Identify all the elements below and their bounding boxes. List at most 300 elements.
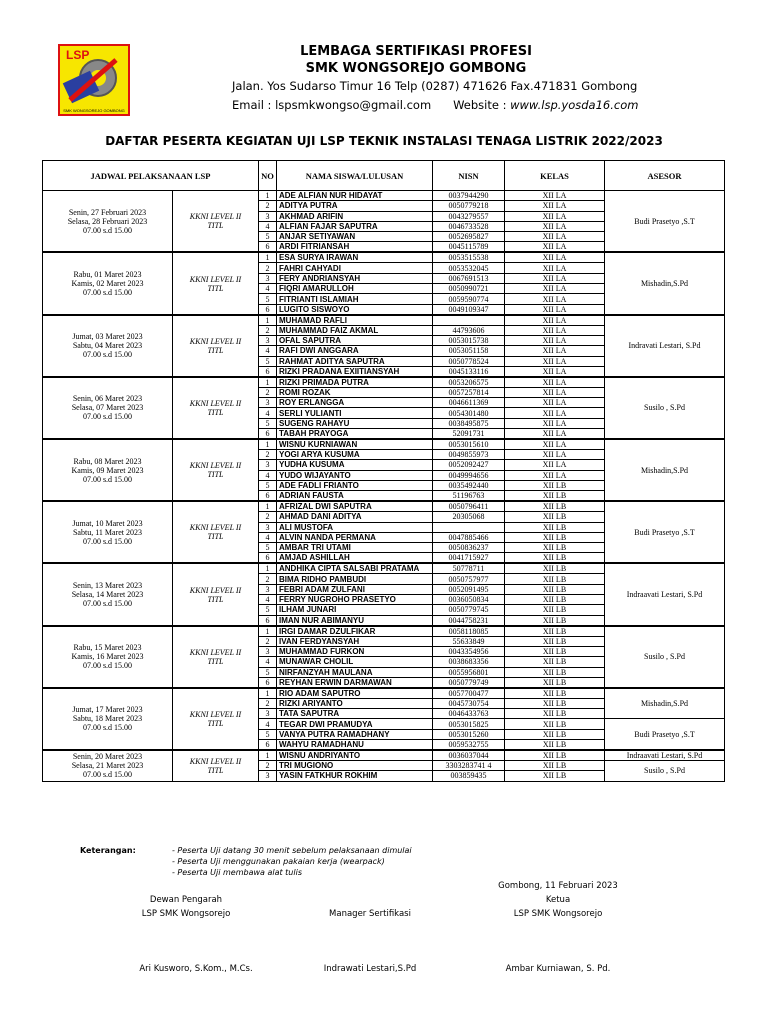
nisn-cell [433, 522, 505, 532]
asesor-cell: Indraavati Lestari, S.Pd [605, 750, 725, 761]
schedule-date-cell: Jumat, 17 Maret 2023 Sabtu, 18 Maret 2023 07.00 s.d 15.00 [43, 688, 173, 750]
level-cell: KKNI LEVEL II TITL [173, 563, 259, 625]
kelas-cell: XII LB [505, 636, 605, 646]
student-name-cell: AMJAD ASHILLAH [277, 553, 433, 564]
kelas-cell: XII LB [505, 729, 605, 739]
nisn-cell: 0067691513 [433, 273, 505, 283]
note-item: - Peserta Uji datang 30 menit sebelum pelaksanaan dimulai [172, 846, 412, 855]
signature-right-name: Ambar Kurniawan, S. Pd. [505, 964, 611, 974]
no-cell: 1 [259, 439, 277, 450]
nisn-cell: 0038495875 [433, 418, 505, 428]
no-cell: 2 [259, 636, 277, 646]
schedule-date-cell: Rabu, 08 Maret 2023 Kamis, 09 Maret 2023 07.00 s.d 15.00 [43, 439, 173, 501]
kelas-cell: XII LB [505, 563, 605, 574]
level-cell: KKNI LEVEL II TITL [173, 750, 259, 781]
student-name-cell: ADITYA PUTRA [277, 201, 433, 211]
student-name-cell: WISNU KURNIAWAN [277, 439, 433, 450]
kelas-cell: XII LB [505, 543, 605, 553]
schedule-date-cell: Senin, 13 Maret 2023 Selasa, 14 Maret 2023 07.00 s.d 15.00 [43, 563, 173, 625]
table-row [43, 252, 725, 263]
no-cell: 6 [259, 615, 277, 626]
kelas-cell: XII LA [505, 201, 605, 211]
no-cell: 6 [259, 553, 277, 564]
logo-caption: SMK WONGSOREJO GOMBONG [63, 108, 125, 113]
nisn-cell: 0036050834 [433, 595, 505, 605]
kelas-cell: XII LB [505, 615, 605, 626]
table-row [43, 626, 725, 637]
student-name-cell: RAHMAT ADITYA SAPUTRA [277, 356, 433, 366]
no-cell: 2 [259, 450, 277, 460]
student-name-cell: RIO ADAM SAPUTRO [277, 688, 433, 699]
participant-schedule-table [42, 160, 725, 782]
no-cell: 4 [259, 346, 277, 356]
nisn-cell: 0053515538 [433, 252, 505, 263]
nisn-cell: 0045115789 [433, 242, 505, 253]
signature-middle-name: Indrawati Lestari,S.Pd [323, 964, 417, 974]
student-name-cell: OFAL SAPUTRA [277, 335, 433, 345]
kelas-cell: XII LB [505, 709, 605, 719]
kelas-cell: XII LB [505, 532, 605, 542]
kelas-cell: XII LA [505, 304, 605, 315]
nisn-cell: 0035492440 [433, 480, 505, 490]
student-name-cell: RIZKI PRIMADA PUTRA [277, 377, 433, 388]
no-cell: 3 [259, 398, 277, 408]
student-name-cell: AHMAD DANI ADITYA [277, 512, 433, 522]
kelas-cell: XII LB [505, 688, 605, 699]
notes-label: Keterangan: [80, 846, 136, 855]
kelas-cell: XII LA [505, 252, 605, 263]
student-name-cell: YUDO WIJAYANTO [277, 470, 433, 480]
kelas-cell: XII LA [505, 263, 605, 273]
kelas-cell: XII LB [505, 574, 605, 584]
student-name-cell: IVAN FERDYANSYAH [277, 636, 433, 646]
no-cell: 2 [259, 698, 277, 708]
student-name-cell: WAHYU RAMADHANU [277, 739, 433, 750]
kelas-cell: XII LB [505, 480, 605, 490]
no-cell: 3 [259, 335, 277, 345]
kelas-cell: XII LB [505, 553, 605, 564]
student-name-cell: ILHAM JUNARI [277, 605, 433, 615]
student-name-cell: MUHAMAD RAFLI [277, 315, 433, 326]
col-header-nisn: NISN [433, 161, 505, 191]
no-cell: 3 [259, 709, 277, 719]
kelas-cell: XII LA [505, 398, 605, 408]
level-cell: KKNI LEVEL II TITL [173, 688, 259, 750]
kelas-cell: XII LB [505, 522, 605, 532]
table-row [43, 563, 725, 574]
schedule-date-cell: Jumat, 10 Maret 2023 Sabtu, 11 Maret 2023 07.00 s.d 15.00 [43, 501, 173, 563]
no-cell: 2 [259, 201, 277, 211]
student-name-cell: ADRIAN FAUSTA [277, 491, 433, 502]
signature-place-date: Gombong, 11 Februari 2023 [498, 881, 618, 891]
no-cell: 5 [259, 418, 277, 428]
student-name-cell: IMAN NUR ABIMANYU [277, 615, 433, 626]
kelas-cell: XII LB [505, 698, 605, 708]
nisn-cell: 0041715927 [433, 553, 505, 564]
table-row [43, 191, 725, 201]
institution-name-line1: LEMBAGA SERTIFIKASI PROFESI [300, 44, 532, 59]
student-name-cell: TEGAR DWI PRAMUDYA [277, 719, 433, 729]
table-header-row [43, 161, 725, 191]
nisn-cell: 0043354956 [433, 646, 505, 656]
kelas-cell: XII LA [505, 325, 605, 335]
no-cell: 3 [259, 584, 277, 594]
no-cell: 1 [259, 626, 277, 637]
kelas-cell: XII LA [505, 470, 605, 480]
kelas-cell: XII LA [505, 429, 605, 440]
no-cell: 1 [259, 501, 277, 512]
nisn-cell: 003859435 [433, 771, 505, 781]
asesor-cell: Budi Prasetyo ,S.T [605, 191, 725, 253]
student-name-cell: AKHMAD ARIFIN [277, 211, 433, 221]
student-name-cell: TATA SAPUTRA [277, 709, 433, 719]
kelas-cell: XII LA [505, 294, 605, 304]
no-cell: 4 [259, 657, 277, 667]
note-item: - Peserta Uji membawa alat tulis [172, 868, 302, 877]
kelas-cell: XII LB [505, 512, 605, 522]
schedule-date-cell: Rabu, 15 Maret 2023 Kamis, 16 Maret 2023 07.00 s.d 15.00 [43, 626, 173, 688]
email-text[interactable]: Email : lspsmkwongso@gmail.com [232, 98, 432, 112]
no-cell: 6 [259, 491, 277, 502]
no-cell: 5 [259, 605, 277, 615]
nisn-cell: 0036037044 [433, 750, 505, 761]
kelas-cell: XII LA [505, 387, 605, 397]
no-cell: 5 [259, 543, 277, 553]
level-cell: KKNI LEVEL II TITL [173, 252, 259, 314]
nisn-cell: 0050779745 [433, 605, 505, 615]
no-cell: 3 [259, 460, 277, 470]
student-name-cell: TRI MUGIONO [277, 760, 433, 770]
website-link[interactable]: www.lsp.yosda16.com [510, 98, 639, 112]
signature-middle-role: Manager Sertifikasi [329, 909, 411, 919]
asesor-cell: Budi Prasetyo ,S.T [605, 719, 725, 750]
asesor-cell: Mishadin,S.Pd [605, 688, 725, 719]
nisn-cell: 0050779218 [433, 201, 505, 211]
student-name-cell: VANYA PUTRA RAMADHANY [277, 729, 433, 739]
table-body [43, 191, 725, 782]
student-name-cell: SERLI YULIANTI [277, 408, 433, 418]
no-cell: 4 [259, 284, 277, 294]
document-title: DAFTAR PESERTA KEGIATAN UJI LSP TEKNIK INSTALASI TENAGA LISTRIK 2022/2023 [105, 134, 663, 148]
nisn-cell: 0045133116 [433, 366, 505, 377]
no-cell: 5 [259, 729, 277, 739]
student-name-cell: WISNU ANDRIYANTO [277, 750, 433, 761]
kelas-cell: XII LB [505, 646, 605, 656]
asesor-cell: Susilo , S.Pd [605, 377, 725, 439]
kelas-cell: XII LA [505, 408, 605, 418]
col-header-schedule: JADWAL PELAKSANAAN LSP [43, 161, 259, 191]
student-name-cell: YOGI ARYA KUSUMA [277, 450, 433, 460]
col-header-no: NO [259, 161, 277, 191]
col-header-asesor: ASESOR [605, 161, 725, 191]
kelas-cell: XII LA [505, 191, 605, 201]
notes-list [172, 846, 472, 879]
student-name-cell: ALI MUSTOFA [277, 522, 433, 532]
kelas-cell: XII LA [505, 356, 605, 366]
student-name-cell: MUHAMMAD FURKON [277, 646, 433, 656]
no-cell: 4 [259, 408, 277, 418]
institution-name-line2: SMK WONGSOREJO GOMBONG [305, 61, 527, 76]
nisn-cell: 0057257814 [433, 387, 505, 397]
nisn-cell: 0050757977 [433, 574, 505, 584]
nisn-cell: 0037944290 [433, 191, 505, 201]
nisn-cell: 0053015260 [433, 729, 505, 739]
student-name-cell: RIZKI ARIYANTO [277, 698, 433, 708]
nisn-cell: 0053015610 [433, 439, 505, 450]
table-row [43, 750, 725, 761]
asesor-cell: Mishadin,S.Pd [605, 252, 725, 314]
nisn-cell: 0046733528 [433, 221, 505, 231]
nisn-cell: 0052092427 [433, 460, 505, 470]
level-cell: KKNI LEVEL II TITL [173, 626, 259, 688]
schedule-date-cell: Senin, 20 Maret 2023 Selasa, 21 Maret 2023 07.00 s.d 15.00 [43, 750, 173, 781]
student-name-cell: FAHRI CAHYADI [277, 263, 433, 273]
no-cell: 1 [259, 563, 277, 574]
student-name-cell: MUHAMMAD FAIZ AKMAL [277, 325, 433, 335]
student-name-cell: MUNAWAR CHOLIL [277, 657, 433, 667]
student-name-cell: FERY ANDRIANSYAH [277, 273, 433, 283]
student-name-cell: ANJAR SETIYAWAN [277, 232, 433, 242]
no-cell: 2 [259, 574, 277, 584]
no-cell: 5 [259, 356, 277, 366]
kelas-cell: XII LA [505, 221, 605, 231]
nisn-cell: 0046611369 [433, 398, 505, 408]
no-cell: 5 [259, 294, 277, 304]
nisn-cell: 0038683356 [433, 657, 505, 667]
no-cell: 4 [259, 595, 277, 605]
student-name-cell: NIRFANZYAH MAULANA [277, 667, 433, 677]
no-cell: 2 [259, 263, 277, 273]
nisn-cell: 0050778524 [433, 356, 505, 366]
nisn-cell: 0058118085 [433, 626, 505, 637]
asesor-cell: Susilo , S.Pd [605, 760, 725, 781]
kelas-cell: XII LA [505, 211, 605, 221]
nisn-cell: 0053206575 [433, 377, 505, 388]
nisn-cell: 55633849 [433, 636, 505, 646]
no-cell: 2 [259, 387, 277, 397]
no-cell: 1 [259, 252, 277, 263]
signature-right-role2: LSP SMK Wongsorejo [513, 909, 603, 919]
student-name-cell: YUDHA KUSUMA [277, 460, 433, 470]
level-cell: KKNI LEVEL II TITL [173, 377, 259, 439]
nisn-cell: 0046433763 [433, 709, 505, 719]
student-name-cell: ROY ERLANGGA [277, 398, 433, 408]
student-name-cell: REYHAN ERWIN DARMAWAN [277, 677, 433, 688]
logo-text: LSP [66, 48, 90, 62]
kelas-cell: XII LB [505, 657, 605, 667]
nisn-cell: 51196763 [433, 491, 505, 502]
student-name-cell: TABAH PRAYOGA [277, 429, 433, 440]
note-item: - Peserta Uji menggunakan pakaian kerja (wearpack) [172, 857, 385, 866]
no-cell: 4 [259, 221, 277, 231]
nisn-cell: 0050796411 [433, 501, 505, 512]
col-header-kelas: KELAS [505, 161, 605, 191]
no-cell: 5 [259, 667, 277, 677]
student-name-cell: ADE FADLI FRIANTO [277, 480, 433, 490]
student-name-cell: SUGENG RAHAYU [277, 418, 433, 428]
signature-left-name: Ari Kusworo, S.Kom., M.Cs. [139, 964, 253, 974]
no-cell: 6 [259, 366, 277, 377]
nisn-cell: 0049109347 [433, 304, 505, 315]
no-cell: 3 [259, 273, 277, 283]
kelas-cell: XII LA [505, 439, 605, 450]
no-cell: 1 [259, 750, 277, 761]
kelas-cell: XII LA [505, 460, 605, 470]
no-cell: 6 [259, 739, 277, 750]
no-cell: 2 [259, 512, 277, 522]
student-name-cell: ANDHIKA CIPTA SALSABI PRATAMA [277, 563, 433, 574]
table-row [43, 377, 725, 388]
kelas-cell: XII LB [505, 750, 605, 761]
kelas-cell: XII LB [505, 677, 605, 688]
no-cell: 3 [259, 211, 277, 221]
no-cell: 3 [259, 646, 277, 656]
kelas-cell: XII LB [505, 667, 605, 677]
kelas-cell: XII LB [505, 771, 605, 781]
kelas-cell: XII LB [505, 626, 605, 637]
nisn-cell: 0059532755 [433, 739, 505, 750]
level-cell: KKNI LEVEL II TITL [173, 501, 259, 563]
schedule-date-cell: Senin, 06 Maret 2023 Selasa, 07 Maret 2023 07.00 s.d 15.00 [43, 377, 173, 439]
no-cell: 3 [259, 522, 277, 532]
level-cell: KKNI LEVEL II TITL [173, 315, 259, 377]
student-name-cell: AMBAR TRI UTAMI [277, 543, 433, 553]
asesor-cell: Mishadin,S.Pd [605, 439, 725, 501]
student-name-cell: RIZKI PRADANA EXIITIANSYAH [277, 366, 433, 377]
kelas-cell: XII LA [505, 273, 605, 283]
nisn-cell: 3303283741 4 [433, 760, 505, 770]
kelas-cell: XII LB [505, 739, 605, 750]
nisn-cell: 0044758231 [433, 615, 505, 626]
table-row [43, 501, 725, 512]
no-cell: 4 [259, 470, 277, 480]
no-cell: 4 [259, 532, 277, 542]
nisn-cell: 0054301480 [433, 408, 505, 418]
website-label: Website : [453, 98, 507, 112]
student-name-cell: LUGITO SISWOYO [277, 304, 433, 315]
kelas-cell: XII LB [505, 501, 605, 512]
nisn-cell: 50778711 [433, 563, 505, 574]
nisn-cell: 0050990721 [433, 284, 505, 294]
kelas-cell: XII LA [505, 232, 605, 242]
student-name-cell: AFRIZAL DWI SAPUTRA [277, 501, 433, 512]
asesor-cell: Budi Prasetyo ,S.T [605, 501, 725, 563]
no-cell: 3 [259, 771, 277, 781]
no-cell: 5 [259, 480, 277, 490]
kelas-cell: XII LB [505, 760, 605, 770]
nisn-cell: 0055956801 [433, 667, 505, 677]
kelas-cell: XII LA [505, 346, 605, 356]
nisn-cell [433, 315, 505, 326]
institution-address: Jalan. Yos Sudarso Timur 16 Telp (0287) 471626 Fax.471831 Gombong [232, 79, 638, 93]
no-cell: 6 [259, 242, 277, 253]
schedule-date-cell: Rabu, 01 Maret 2023 Kamis, 02 Maret 2023 07.00 s.d 15.00 [43, 252, 173, 314]
nisn-cell: 0053015825 [433, 719, 505, 729]
nisn-cell: 0050836237 [433, 543, 505, 553]
kelas-cell: XII LB [505, 584, 605, 594]
col-header-name: NAMA SISWA/LULUSAN [277, 161, 433, 191]
no-cell: 1 [259, 377, 277, 388]
no-cell: 5 [259, 232, 277, 242]
student-name-cell: ALVIN NANDA PERMANA [277, 532, 433, 542]
nisn-cell: 0052091495 [433, 584, 505, 594]
student-name-cell: ESA SURYA IRAWAN [277, 252, 433, 263]
nisn-cell: 0049994656 [433, 470, 505, 480]
student-name-cell: ROMI ROZAK [277, 387, 433, 397]
no-cell: 2 [259, 325, 277, 335]
schedule-date-cell: Senin, 27 Februari 2023 Selasa, 28 Februari 2023 07.00 s.d 15.00 [43, 191, 173, 253]
no-cell: 4 [259, 719, 277, 729]
nisn-cell: 0043279557 [433, 211, 505, 221]
student-name-cell: YASIN FATKHUR ROKHIM [277, 771, 433, 781]
kelas-cell: XII LA [505, 335, 605, 345]
student-name-cell: BIMA RIDHO PAMBUDI [277, 574, 433, 584]
asesor-cell: Susilo , S.Pd [605, 626, 725, 688]
nisn-cell: 0057700477 [433, 688, 505, 699]
table-row [43, 688, 725, 699]
student-name-cell: IRGI DAMAR DZULFIKAR [277, 626, 433, 637]
no-cell: 6 [259, 677, 277, 688]
lsp-logo [58, 44, 130, 116]
kelas-cell: XII LA [505, 242, 605, 253]
no-cell: 1 [259, 191, 277, 201]
asesor-cell: Indraavati Lestari, S.Pd [605, 563, 725, 625]
no-cell: 6 [259, 304, 277, 315]
student-name-cell: FITRIANTI ISLAMIAH [277, 294, 433, 304]
student-name-cell: ADE ALFIAN NUR HIDAYAT [277, 191, 433, 201]
student-name-cell: FEBRI ADAM ZULFANI [277, 584, 433, 594]
kelas-cell: XII LA [505, 315, 605, 326]
kelas-cell: XII LB [505, 491, 605, 502]
nisn-cell: 0053532045 [433, 263, 505, 273]
signature-left-role2: LSP SMK Wongsorejo [141, 909, 231, 919]
kelas-cell: XII LA [505, 366, 605, 377]
nisn-cell: 0049855973 [433, 450, 505, 460]
nisn-cell: 0050779749 [433, 677, 505, 688]
student-name-cell: RAFI DWI ANGGARA [277, 346, 433, 356]
kelas-cell: XII LB [505, 595, 605, 605]
no-cell: 6 [259, 429, 277, 440]
student-name-cell: ALFIAN FAJAR SAPUTRA [277, 221, 433, 231]
nisn-cell: 0047885466 [433, 532, 505, 542]
nisn-cell: 0045730754 [433, 698, 505, 708]
kelas-cell: XII LB [505, 605, 605, 615]
student-name-cell: FERRY NUGROHO PRASETYO [277, 595, 433, 605]
no-cell: 2 [259, 760, 277, 770]
nisn-cell: 52091731 [433, 429, 505, 440]
student-name-cell: FIQRI AMARULLOH [277, 284, 433, 294]
kelas-cell: XII LA [505, 450, 605, 460]
nisn-cell: 20305068 [433, 512, 505, 522]
student-name-cell: ARDI FITRIANSAH [277, 242, 433, 253]
table-row [43, 315, 725, 326]
kelas-cell: XII LB [505, 719, 605, 729]
table-row [43, 439, 725, 450]
level-cell: KKNI LEVEL II TITL [173, 191, 259, 253]
signature-right-role1: Ketua [545, 895, 571, 905]
kelas-cell: XII LA [505, 418, 605, 428]
contact-line [232, 98, 638, 112]
level-cell: KKNI LEVEL II TITL [173, 439, 259, 501]
no-cell: 1 [259, 315, 277, 326]
nisn-cell: 0053051158 [433, 346, 505, 356]
kelas-cell: XII LA [505, 284, 605, 294]
nisn-cell: 44793606 [433, 325, 505, 335]
no-cell: 1 [259, 688, 277, 699]
nisn-cell: 0052695827 [433, 232, 505, 242]
asesor-cell: Indravati Lestari, S.Pd [605, 315, 725, 377]
nisn-cell: 0053015738 [433, 335, 505, 345]
